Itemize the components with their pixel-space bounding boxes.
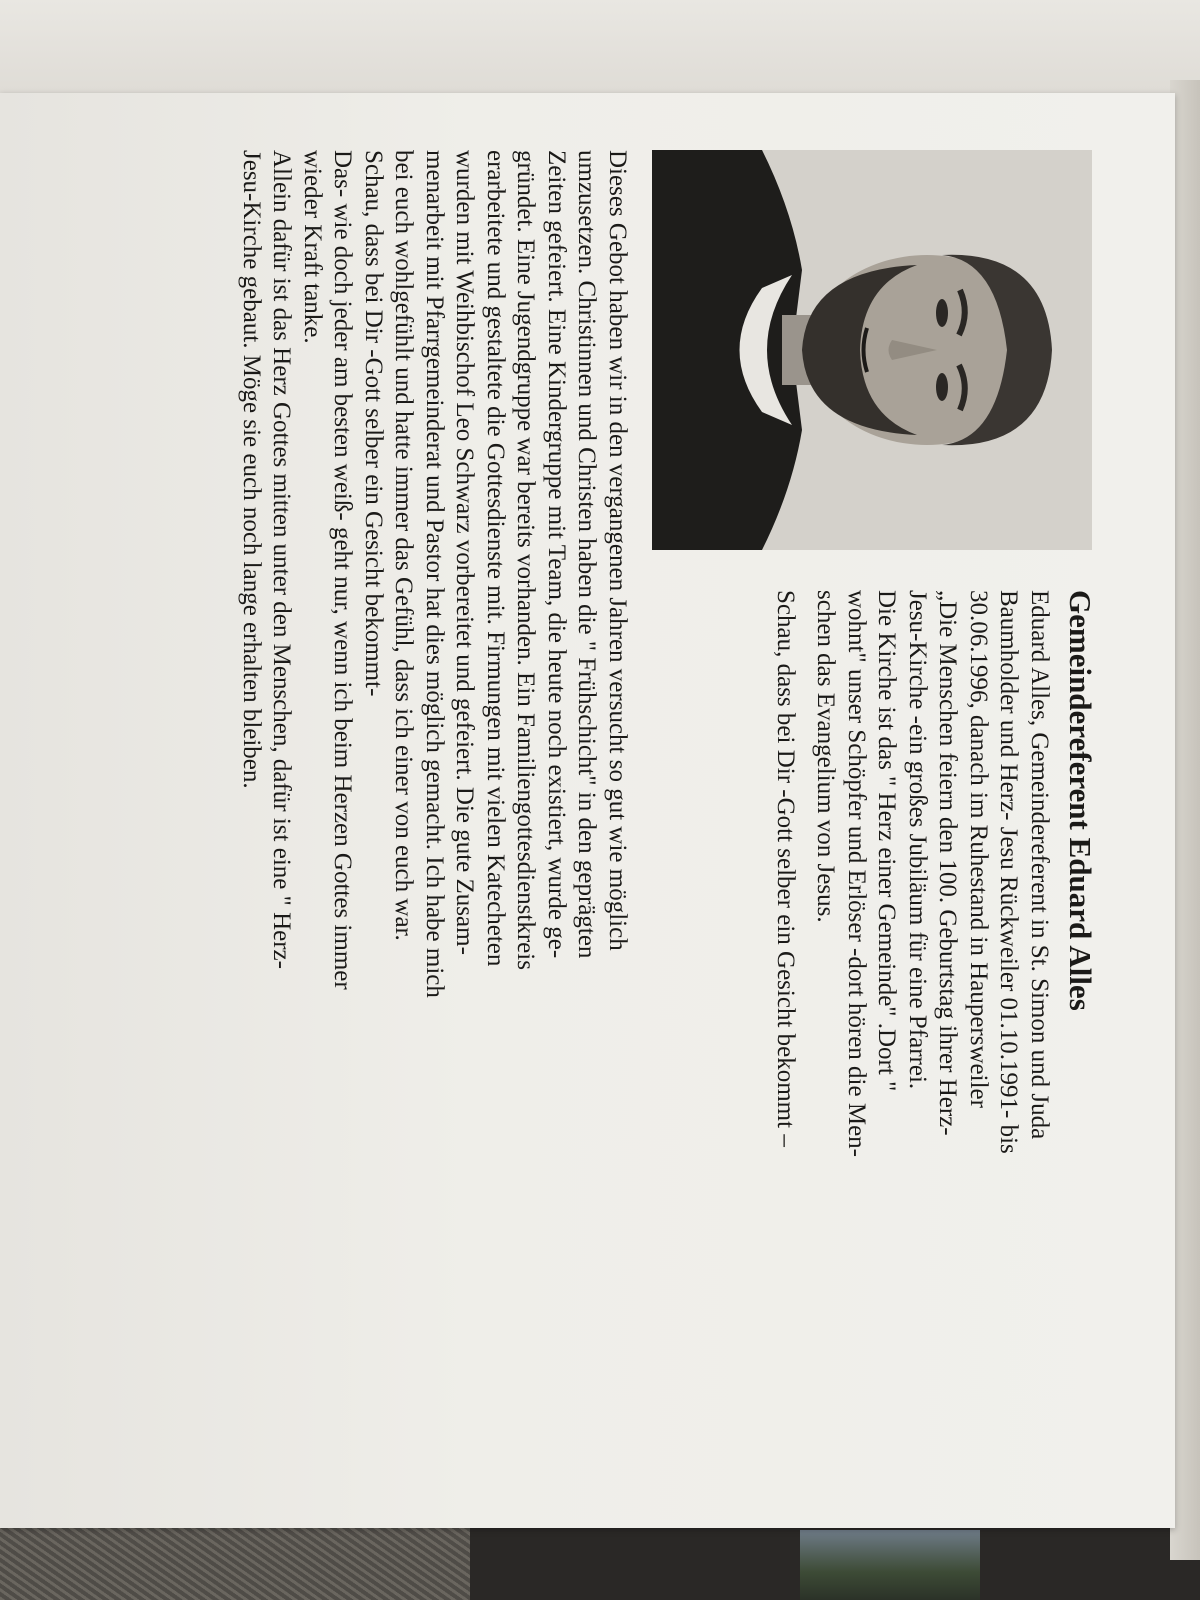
intro-line: wohnt" unser Schöpfer und Erlöser -dort hören die Men- xyxy=(843,590,870,1158)
body-line: Allein dafür ist das Herz Gottes mitten unter den Menschen, dafür ist eine " Herz- xyxy=(268,150,296,969)
body-line: Zeiten gefeiert. Eine Kindergruppe mit Team, die heute noch existiert, wurde ge- xyxy=(543,150,570,959)
paper-behind xyxy=(0,0,1200,100)
body-line: Dieses Gebot haben wir in den vergangenen Jahren versucht so gut wie möglich xyxy=(604,150,631,951)
body-line: Das- wie doch jeder am besten weiß- geht nur, wenn ich beim Herzen Gottes immer xyxy=(329,150,357,990)
intro-line: 30.06.1996, danach im Ruhestand in Haupersweiler xyxy=(965,590,992,1108)
article-title: Gemeindereferent Eduard Alles xyxy=(1063,590,1098,1011)
body-line: Schau, dass bei Dir -Gott selber ein Gesicht bekommt- xyxy=(360,150,387,697)
body-line: menarbeit mit Pfarrgemeinderat und Pastor hat dies möglich gemacht. Ich habe mich xyxy=(421,150,448,998)
motto-paragraph xyxy=(770,590,801,1250)
intro-line: Eduard Alles, Gemeindereferent in St. Simon und Juda xyxy=(1026,590,1053,1140)
portrait-photo xyxy=(652,150,1092,550)
body-line: wurden mit Weihbischof Leo Schwarz vorbereitet und gefeiert. Die gute Zusam- xyxy=(451,150,479,955)
rotated-article xyxy=(140,150,1100,1450)
intro-line: Die Kirche ist das " Herz einer Gemeinde" .Dort " xyxy=(873,590,901,1092)
body-line: umzusetzen. Christinnen und Christen haben die " Frühschicht" in den geprägten xyxy=(573,150,601,959)
article-header-column xyxy=(770,590,1101,1250)
body-line: Jesu-Kirche gebaut. Möge sie euch noch lange erhalten bleiben. xyxy=(238,150,265,789)
body-line: gründet. Eine Jugendgruppe war bereits vorhanden. Ein Familiengottesdienstkreis xyxy=(512,150,540,970)
intro-line: Jesu-Kirche -ein großes Jubiläum für eine Pfarrei. xyxy=(904,590,931,1090)
intro-paragraph xyxy=(810,590,1054,1250)
body-line: erarbeitete und gestaltete die Gottesdienste mit. Firmungen mit vielen Katecheten xyxy=(482,150,509,967)
body-text xyxy=(236,150,633,1450)
intro-line: „Die Menschen feiern den 100. Geburtstag ihrer Herz- xyxy=(934,590,962,1136)
intro-line: Baumholder und Herz- Jesu Rückweiler 01.10.1991- bis xyxy=(995,590,1023,1154)
motto-line: Schau, dass bei Dir -Gott selber ein Gesicht bekommt – xyxy=(772,590,799,1147)
portrait-image xyxy=(652,150,1092,550)
body-line: bei euch wohlgefühlt und hatte immer das Gefühl, dass ich einer von euch war. xyxy=(390,150,418,941)
body-line: wieder Kraft tanke. xyxy=(299,150,326,344)
intro-line: schen das Evangelium von Jesus. xyxy=(812,590,840,923)
photo-print-corner xyxy=(800,1530,980,1600)
